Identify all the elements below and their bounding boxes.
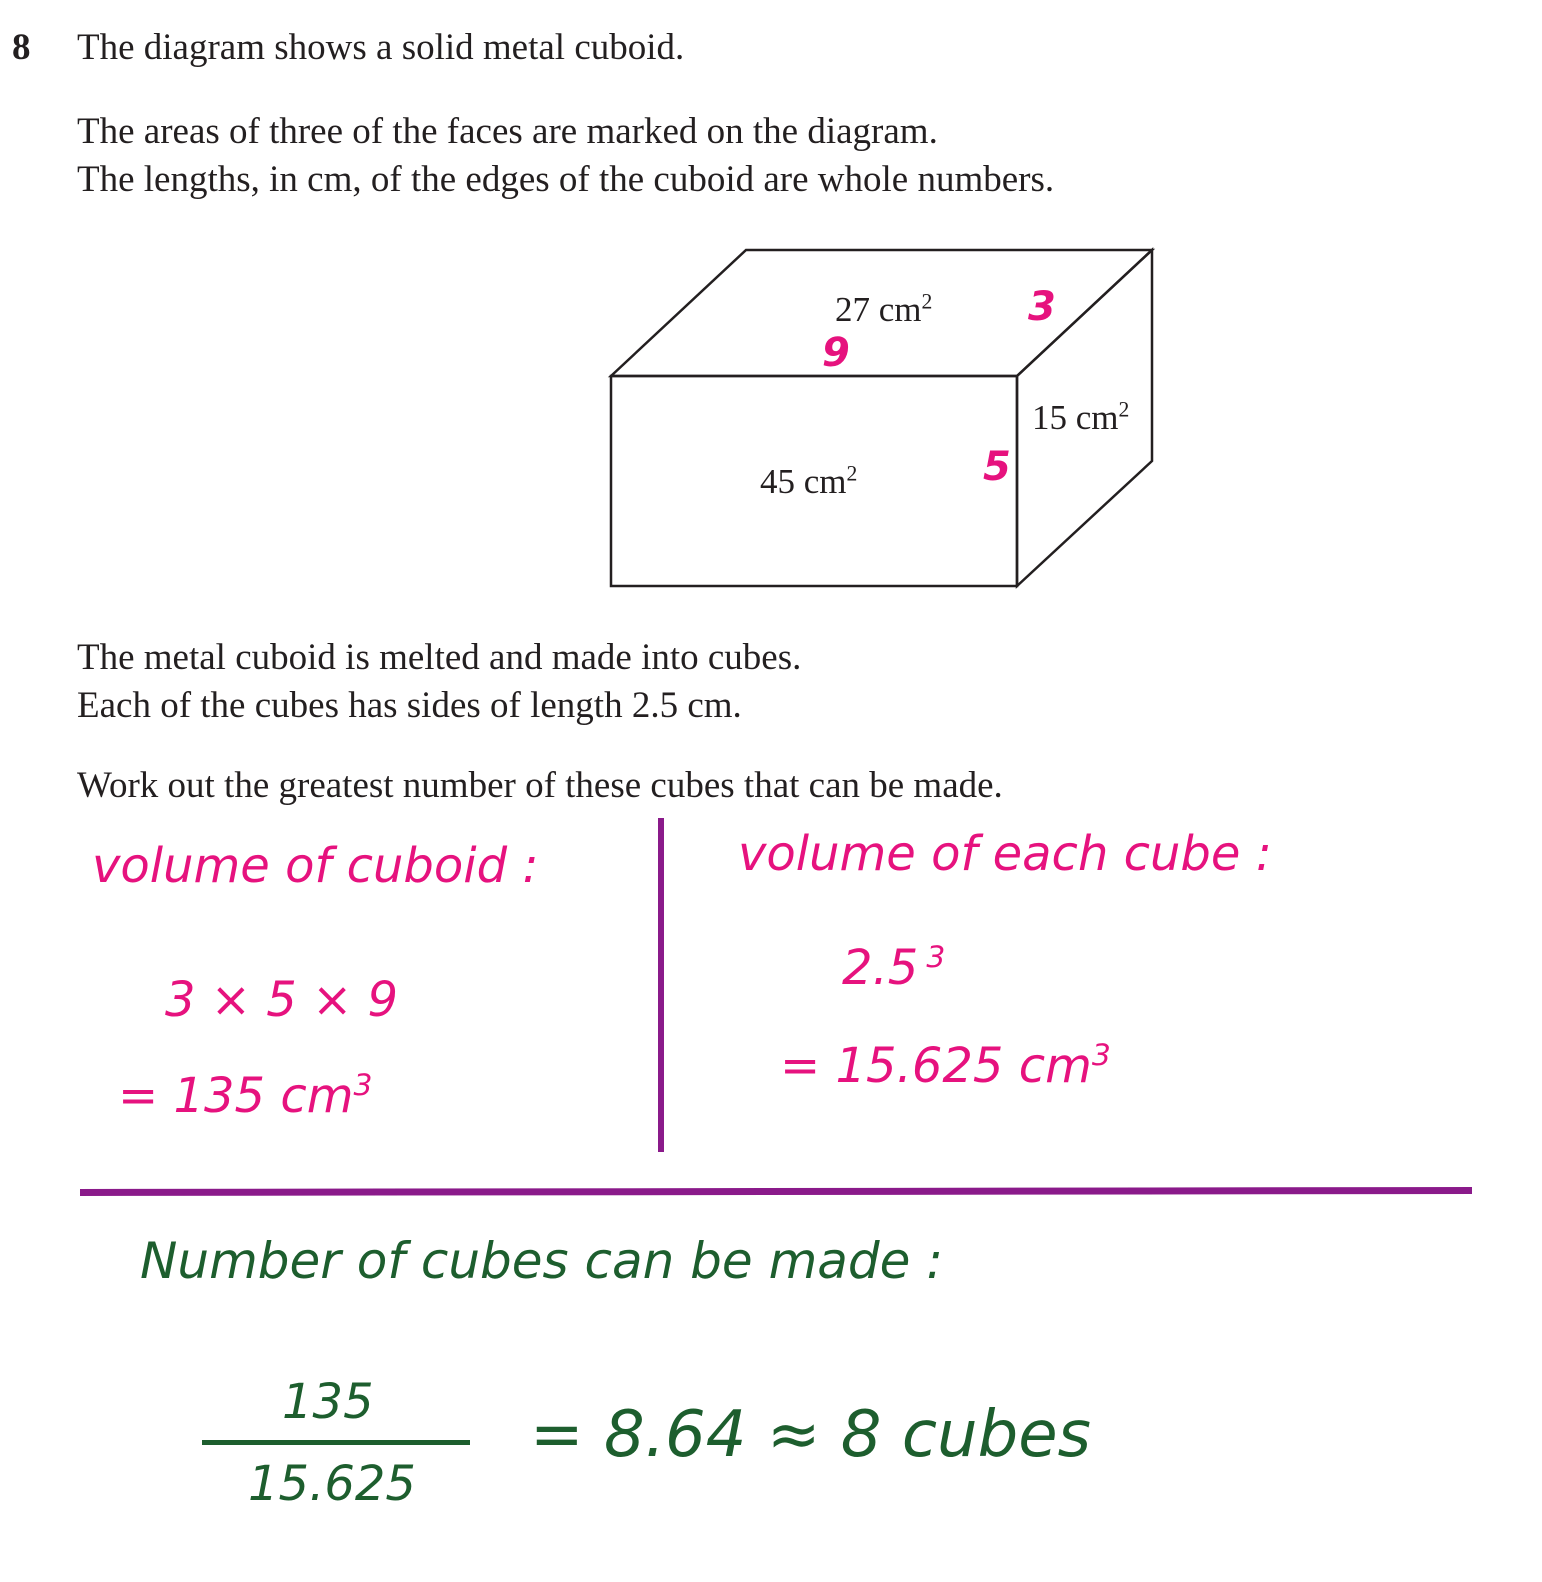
front-face-area-label: 45 $cm^2$: [760, 461, 858, 501]
edge-top-annotation: 9: [822, 330, 850, 376]
cube-volume-calc: 2.5 $^3$: [842, 940, 946, 996]
fraction-bar: [202, 1440, 470, 1445]
side-face-area-label: 15 $cm^2$: [1032, 397, 1130, 437]
question-prompt: Work out the greatest number of these cubes that can be made.: [77, 765, 1003, 806]
fraction-denominator: 15.625: [248, 1456, 416, 1512]
answer-heading: Number of cubes can be made :: [140, 1232, 944, 1290]
question-text-areas: The areas of three of the faces are marked on the diagram.: [77, 111, 938, 152]
question-intro: The diagram shows a solid metal cuboid.: [77, 27, 685, 68]
cube-volume-result: = 15.625 $cm^3$: [780, 1038, 1111, 1094]
cuboid-volume-calc: 3 × 5 × 9: [165, 972, 399, 1028]
question-text-melted: The metal cuboid is melted and made into cubes.: [77, 637, 802, 678]
question-text-cube-sides: Each of the cubes has sides of length 2.5 cm.: [77, 685, 742, 726]
cube-volume-heading: volume of each cube :: [738, 826, 1272, 882]
fraction-numerator: 135: [282, 1374, 374, 1430]
edge-depth-annotation: 3: [1028, 284, 1056, 330]
cuboid-volume-result: = 135 $cm^3$: [118, 1068, 373, 1124]
question-text-lengths: The lengths, in cm, of the edges of the cuboid are whole numbers.: [77, 159, 1055, 200]
edge-height-annotation: 5: [983, 444, 1011, 490]
question-number: 8: [12, 27, 31, 68]
cuboid-volume-heading: volume of cuboid :: [92, 838, 539, 894]
final-answer: = 8.64 ≈ 8 cubes: [530, 1398, 1091, 1472]
working-column-divider: [658, 818, 664, 1152]
top-face-area-label: 27 $cm^2$: [835, 289, 933, 329]
